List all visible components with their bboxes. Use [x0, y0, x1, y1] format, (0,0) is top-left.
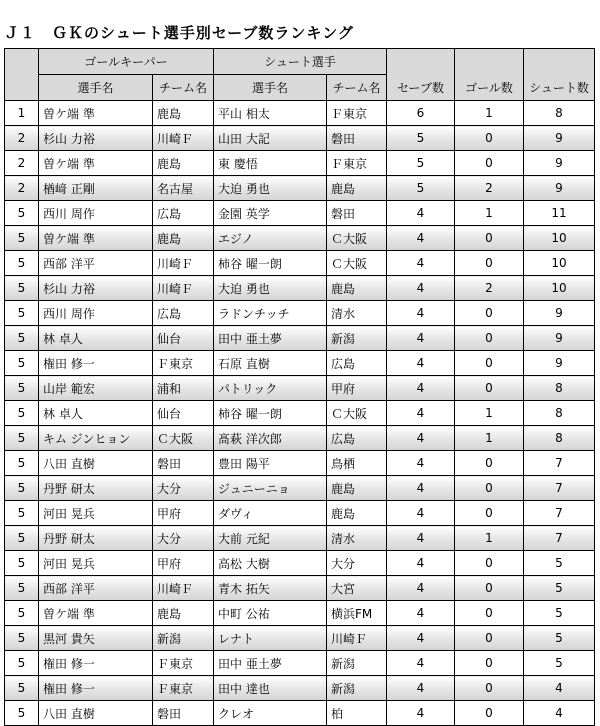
saves-cell: 4	[387, 526, 455, 551]
table-row	[5, 526, 595, 551]
gk-team-cell: Ｆ東京	[153, 351, 214, 376]
goals-cell: 0	[455, 351, 524, 376]
shooter-name-cell: 中町 公祐	[214, 601, 327, 626]
gk-team-cell: 甲府	[153, 501, 214, 526]
shooter-name-cell: 東 慶悟	[214, 151, 327, 176]
shots-cell: 5	[524, 651, 595, 676]
shots-cell: 7	[524, 476, 595, 501]
goals-cell: 0	[455, 551, 524, 576]
gk-name-cell: 権田 修一	[39, 351, 153, 376]
saves-cell: 4	[387, 351, 455, 376]
saves-cell: 4	[387, 276, 455, 301]
goals-cell: 2	[455, 176, 524, 201]
shooter-team-cell: Ｃ大阪	[327, 251, 387, 276]
gk-name-cell: 山岸 範宏	[39, 376, 153, 401]
gk-team-cell: 大分	[153, 526, 214, 551]
gk-name-cell: 権田 修一	[39, 651, 153, 676]
shooter-name-cell: 大迫 勇也	[214, 276, 327, 301]
table-row	[5, 651, 595, 676]
gk-team-cell: 仙台	[153, 401, 214, 426]
shooter-name-cell: 柿谷 曜一朗	[214, 401, 327, 426]
gk-name-cell: 杉山 力裕	[39, 276, 153, 301]
shooter-team-cell: 磐田	[327, 201, 387, 226]
table-row	[5, 176, 595, 201]
gk-name-cell: 林 卓人	[39, 401, 153, 426]
shooter-team-cell: 新潟	[327, 676, 387, 701]
gk-team-cell: 広島	[153, 201, 214, 226]
table-row	[5, 326, 595, 351]
shots-cell: 9	[524, 351, 595, 376]
gk-team-cell: 鹿島	[153, 101, 214, 126]
shooter-name-cell: レナト	[214, 626, 327, 651]
saves-cell: 4	[387, 326, 455, 351]
gk-team-cell: 甲府	[153, 551, 214, 576]
saves-cell: 4	[387, 426, 455, 451]
shooter-team-cell: 鹿島	[327, 501, 387, 526]
shooter-name-cell: 田中 亜土夢	[214, 651, 327, 676]
gk-team-cell: Ｃ大阪	[153, 426, 214, 451]
gk-team-cell: 鹿島	[153, 151, 214, 176]
table-row	[5, 701, 595, 726]
goals-cell: 1	[455, 526, 524, 551]
gk-name-cell: 権田 修一	[39, 676, 153, 701]
rank-cell: 5	[5, 701, 39, 726]
saves-cell: 4	[387, 376, 455, 401]
shooter-name-header: 選手名	[214, 75, 327, 101]
shooter-name-cell: 髙萩 洋次郎	[214, 426, 327, 451]
gk-team-cell: 川崎Ｆ	[153, 576, 214, 601]
shooter-team-cell: 鳥栖	[327, 451, 387, 476]
shooter-team-cell: 新潟	[327, 651, 387, 676]
shots-cell: 7	[524, 451, 595, 476]
saves-cell: 4	[387, 701, 455, 726]
shots-cell: 10	[524, 276, 595, 301]
shooter-name-cell: 田中 亜土夢	[214, 326, 327, 351]
gk-name-cell: 西川 周作	[39, 301, 153, 326]
shooter-team-cell: 大宮	[327, 576, 387, 601]
saves-cell: 4	[387, 226, 455, 251]
gk-name-cell: 楢﨑 正剛	[39, 176, 153, 201]
goals-cell: 0	[455, 651, 524, 676]
table-row	[5, 301, 595, 326]
gk-team-cell: 仙台	[153, 326, 214, 351]
gk-name-cell: 河田 晃兵	[39, 551, 153, 576]
gk-team-cell: 川崎Ｆ	[153, 276, 214, 301]
table-row	[5, 201, 595, 226]
goals-header: ゴール数	[455, 49, 524, 101]
shots-cell: 7	[524, 501, 595, 526]
saves-cell: 6	[387, 101, 455, 126]
gk-team-cell: 川崎Ｆ	[153, 126, 214, 151]
rank-cell: 5	[5, 626, 39, 651]
shooter-name-cell: 柿谷 曜一朗	[214, 251, 327, 276]
gk-name-cell: 西部 洋平	[39, 576, 153, 601]
goals-cell: 0	[455, 676, 524, 701]
shots-cell: 9	[524, 301, 595, 326]
gk-team-cell: 磐田	[153, 701, 214, 726]
shooter-name-cell: 金園 英学	[214, 201, 327, 226]
shots-cell: 9	[524, 126, 595, 151]
gk-name-cell: 丹野 研太	[39, 476, 153, 501]
table-row	[5, 226, 595, 251]
table-row	[5, 401, 595, 426]
shooter-team-cell: 大分	[327, 551, 387, 576]
goals-cell: 0	[455, 476, 524, 501]
gk-name-cell: 曽ケ端 準	[39, 226, 153, 251]
shooter-team-cell: 柏	[327, 701, 387, 726]
rank-cell: 5	[5, 251, 39, 276]
table-row	[5, 126, 595, 151]
shots-cell: 9	[524, 151, 595, 176]
goals-cell: 0	[455, 126, 524, 151]
saves-cell: 4	[387, 501, 455, 526]
shooter-team-cell: 磐田	[327, 126, 387, 151]
shooter-name-cell: 石原 直樹	[214, 351, 327, 376]
gk-name-cell: 西部 洋平	[39, 251, 153, 276]
gk-name-cell: 西川 周作	[39, 201, 153, 226]
shooter-name-cell: クレオ	[214, 701, 327, 726]
shooter-team-cell: 清水	[327, 301, 387, 326]
rank-cell: 5	[5, 501, 39, 526]
gk-name-cell: 曽ケ端 準	[39, 101, 153, 126]
shooter-team-cell: 広島	[327, 351, 387, 376]
rank-cell: 5	[5, 476, 39, 501]
goals-cell: 0	[455, 576, 524, 601]
rank-cell: 5	[5, 451, 39, 476]
table-body	[5, 101, 595, 726]
saves-cell: 4	[387, 301, 455, 326]
saves-cell: 5	[387, 151, 455, 176]
gk-name-header: 選手名	[39, 75, 153, 101]
gk-team-cell: 大分	[153, 476, 214, 501]
gk-team-cell: 川崎Ｆ	[153, 251, 214, 276]
shots-cell: 5	[524, 601, 595, 626]
goals-cell: 0	[455, 701, 524, 726]
gk-team-cell: 名古屋	[153, 176, 214, 201]
goals-cell: 1	[455, 101, 524, 126]
shots-cell: 10	[524, 251, 595, 276]
gk-group-header: ゴールキーパー	[39, 49, 214, 75]
table-row	[5, 376, 595, 401]
shooter-name-cell: 青木 拓矢	[214, 576, 327, 601]
shots-cell: 9	[524, 176, 595, 201]
goals-cell: 0	[455, 626, 524, 651]
shooter-team-cell: 広島	[327, 426, 387, 451]
table-row	[5, 551, 595, 576]
table-row	[5, 501, 595, 526]
saves-cell: 4	[387, 551, 455, 576]
rank-cell: 5	[5, 226, 39, 251]
saves-cell: 4	[387, 601, 455, 626]
shooter-name-cell: 山田 大記	[214, 126, 327, 151]
saves-cell: 5	[387, 176, 455, 201]
gk-team-cell: 鹿島	[153, 601, 214, 626]
shooter-team-cell: 鹿島	[327, 276, 387, 301]
table-row	[5, 676, 595, 701]
rank-cell: 2	[5, 151, 39, 176]
rank-cell: 5	[5, 351, 39, 376]
rank-cell: 5	[5, 576, 39, 601]
shooter-team-cell: 鹿島	[327, 176, 387, 201]
goals-cell: 1	[455, 426, 524, 451]
table-header	[5, 49, 595, 101]
rank-cell: 5	[5, 376, 39, 401]
shots-cell: 11	[524, 201, 595, 226]
shooter-team-cell: 清水	[327, 526, 387, 551]
goals-cell: 0	[455, 301, 524, 326]
shots-cell: 4	[524, 676, 595, 701]
ranking-table	[4, 48, 595, 726]
saves-cell: 4	[387, 451, 455, 476]
gk-team-cell: 浦和	[153, 376, 214, 401]
goals-cell: 0	[455, 326, 524, 351]
shots-cell: 8	[524, 101, 595, 126]
shots-cell: 10	[524, 226, 595, 251]
gk-name-cell: 曽ケ端 準	[39, 151, 153, 176]
goals-cell: 0	[455, 501, 524, 526]
table-row	[5, 151, 595, 176]
rank-cell: 2	[5, 176, 39, 201]
gk-team-cell: Ｆ東京	[153, 651, 214, 676]
shooter-team-header: チーム名	[327, 75, 387, 101]
rank-cell: 1	[5, 101, 39, 126]
shooter-name-cell: 豊田 陽平	[214, 451, 327, 476]
goals-cell: 2	[455, 276, 524, 301]
gk-name-cell: 丹野 研太	[39, 526, 153, 551]
gk-name-cell: キム ジンヒョン	[39, 426, 153, 451]
saves-header: セーブ数	[387, 49, 455, 101]
shooter-team-cell: Ｃ大阪	[327, 401, 387, 426]
saves-cell: 5	[387, 126, 455, 151]
rank-cell: 5	[5, 301, 39, 326]
shooter-name-cell: 平山 相太	[214, 101, 327, 126]
shooter-name-cell: 田中 達也	[214, 676, 327, 701]
shots-cell: 8	[524, 426, 595, 451]
shots-cell: 9	[524, 326, 595, 351]
gk-team-cell: 鹿島	[153, 226, 214, 251]
shots-cell: 7	[524, 526, 595, 551]
goals-cell: 1	[455, 201, 524, 226]
rank-cell: 5	[5, 426, 39, 451]
rank-header	[5, 49, 39, 101]
shooter-group-header: シュート選手	[214, 49, 387, 75]
page-title: Ｊ１ ＧＫのシュート選手別セーブ数ランキング	[4, 24, 354, 42]
gk-team-cell: 広島	[153, 301, 214, 326]
saves-cell: 4	[387, 626, 455, 651]
table-row	[5, 426, 595, 451]
goals-cell: 0	[455, 376, 524, 401]
table-row	[5, 276, 595, 301]
shooter-name-cell: ダヴィ	[214, 501, 327, 526]
shots-header: シュート数	[524, 49, 595, 101]
goals-cell: 1	[455, 401, 524, 426]
rank-cell: 2	[5, 126, 39, 151]
goals-cell: 0	[455, 451, 524, 476]
saves-cell: 4	[387, 651, 455, 676]
shots-cell: 8	[524, 376, 595, 401]
rank-cell: 5	[5, 651, 39, 676]
table-row	[5, 251, 595, 276]
rank-cell: 5	[5, 676, 39, 701]
shooter-team-cell: 鹿島	[327, 476, 387, 501]
saves-cell: 4	[387, 201, 455, 226]
gk-name-cell: 林 卓人	[39, 326, 153, 351]
shooter-team-cell: Ｆ東京	[327, 101, 387, 126]
rank-cell: 5	[5, 401, 39, 426]
goals-cell: 0	[455, 251, 524, 276]
saves-cell: 4	[387, 476, 455, 501]
gk-name-cell: 黒河 貴矢	[39, 626, 153, 651]
table-row	[5, 101, 595, 126]
goals-cell: 0	[455, 226, 524, 251]
shots-cell: 5	[524, 576, 595, 601]
shots-cell: 5	[524, 551, 595, 576]
rank-cell: 5	[5, 601, 39, 626]
shooter-team-cell: 横浜FM	[327, 601, 387, 626]
table-row	[5, 626, 595, 651]
shooter-team-cell: 甲府	[327, 376, 387, 401]
rank-cell: 5	[5, 526, 39, 551]
goals-cell: 0	[455, 601, 524, 626]
table-row	[5, 576, 595, 601]
table-row	[5, 451, 595, 476]
gk-name-cell: 八田 直樹	[39, 451, 153, 476]
table-row	[5, 476, 595, 501]
rank-cell: 5	[5, 276, 39, 301]
gk-name-cell: 河田 晃兵	[39, 501, 153, 526]
shooter-name-cell: 大前 元紀	[214, 526, 327, 551]
shooter-name-cell: 大迫 勇也	[214, 176, 327, 201]
gk-name-cell: 八田 直樹	[39, 701, 153, 726]
gk-team-cell: 新潟	[153, 626, 214, 651]
shooter-team-cell: 川崎Ｆ	[327, 626, 387, 651]
shooter-name-cell: ジュニーニョ	[214, 476, 327, 501]
gk-team-header: チーム名	[153, 75, 214, 101]
rank-cell: 5	[5, 201, 39, 226]
saves-cell: 4	[387, 676, 455, 701]
table-row	[5, 351, 595, 376]
saves-cell: 4	[387, 401, 455, 426]
gk-team-cell: 磐田	[153, 451, 214, 476]
gk-name-cell: 曽ケ端 準	[39, 601, 153, 626]
shooter-name-cell: パトリック	[214, 376, 327, 401]
shots-cell: 8	[524, 401, 595, 426]
shooter-name-cell: 高松 大樹	[214, 551, 327, 576]
rank-cell: 5	[5, 551, 39, 576]
shooter-team-cell: 新潟	[327, 326, 387, 351]
saves-cell: 4	[387, 576, 455, 601]
goals-cell: 0	[455, 151, 524, 176]
rank-cell: 5	[5, 326, 39, 351]
shooter-name-cell: エジノ	[214, 226, 327, 251]
shooter-team-cell: Ｆ東京	[327, 151, 387, 176]
shots-cell: 5	[524, 626, 595, 651]
saves-cell: 4	[387, 251, 455, 276]
shooter-team-cell: Ｃ大阪	[327, 226, 387, 251]
gk-name-cell: 杉山 力裕	[39, 126, 153, 151]
gk-team-cell: Ｆ東京	[153, 676, 214, 701]
shooter-name-cell: ラドンチッチ	[214, 301, 327, 326]
table-row	[5, 601, 595, 626]
shots-cell: 4	[524, 701, 595, 726]
